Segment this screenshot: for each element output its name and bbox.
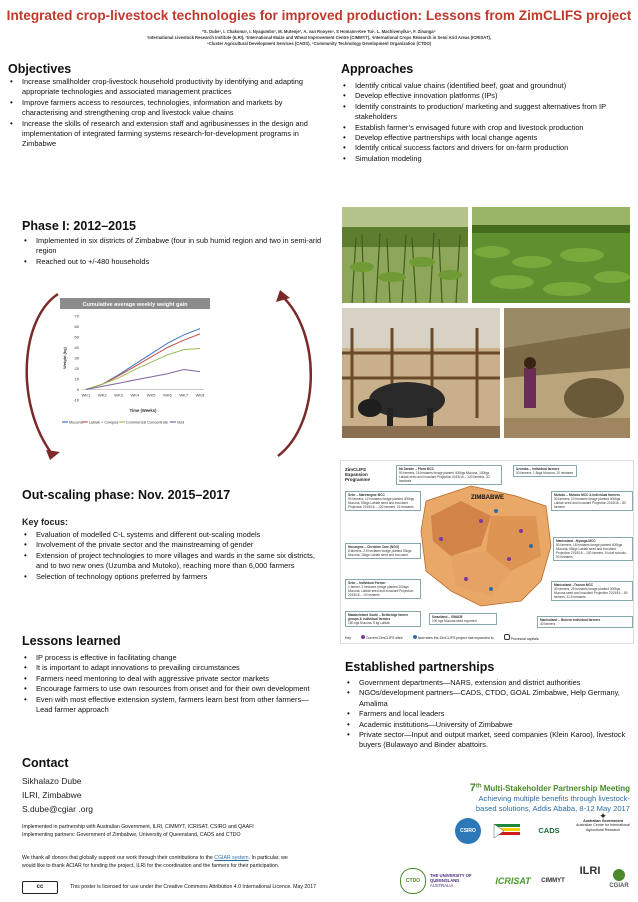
cgiar-text: CGIAR [609,883,629,889]
implemented-line: Implemented in partnership with Australian Government, ILRI, CIMMYT, ICRISAT, CSIRO and QAAFI [22,824,254,830]
x-tick-label: WK1 [81,392,91,398]
thanks-line-2: would like to thank ACIAR for funding the project, ILRI for the coordination and the farmers for their participation. [22,863,280,869]
cgiar-system-link[interactable]: CGIAR system [214,855,249,861]
map-label-uzumba [513,465,577,477]
contact-heading: Contact [22,756,69,770]
y-axis-label: Weight (kg) [62,347,67,369]
list-item: • Private sector—Input and output market, seed companies (Klein Karoo), livestock buyers (Bulawayo and Binder abattoirs. [345,730,631,751]
meeting-subtitle-1: Achieving multiple benefits through livestock- [478,794,630,803]
map-label-body: 40 farmers, 25 hectares forage planted 400kgs Mucuna seed and inoculant Projection 2015/16 – 80 farmers, 11.5 hectares [554,587,628,599]
cattle-shed-photo [342,308,500,438]
contact-email[interactable]: S.dube@cgiar .org [22,804,94,814]
chart-svg [60,298,210,428]
x-tick-label: WK8 [195,392,205,398]
list-item: • Encourage farmers to use own resources from onset and for their own development [22,684,322,694]
map-label-beitbridge [345,611,421,627]
partnerships-heading: Established partnerships [345,660,495,674]
map-label-title: Matabeleland South – Beitbridge farmer groups & individual farmers [348,613,409,621]
map-label-body: 90 farmers, 12 hectares forage planted 400kgs Mucuna, 50kgs Lablab seed and inoculant Projection 2015/16 – 120 farmers, 15 hectares [348,497,415,509]
map-label-title: Manicaland –Nyanga MCC [556,539,596,543]
list-item: • Implemented in six districts of Zimbabwe (four in sub humid region and two in semi-arid region [22,236,322,257]
list-item: • Academic institutions—University of Zimbabwe [345,720,631,730]
legend-label: Veld [176,420,185,425]
map-label-title: Manicaland –Tsonzo MCC [554,583,594,587]
list-item: • Increase smallholder crop-livestock household productivity by identifying and adapting appropriate technologies and associated management practices [8,77,320,98]
thanks-post: . In particular, we [248,855,288,861]
map-label-buhera [537,616,633,628]
aciar-text: Australian Centre for International Agricultural Research [576,823,630,832]
affiliations-line-1: ¹International Livestock Research Institute (ILRI), ²International Maize and Wheat Improvement Centre (CIMMYT), ³International Crops Research in Semi Arid Areas (ICRISAT), [146,35,492,41]
poster-title: Integrated crop-livestock technologies for improved production: Lessons from ZimCLIFS project [6,8,632,23]
list-item: • IP process is effective in facilitating change [22,653,322,663]
ctdo-logo: CTDO [400,868,426,894]
legend-label: Commercial Concentrate [125,420,168,425]
list-item: • Reached out to +/-480 households [22,257,322,267]
aus-gov-text: Australian Government [583,818,623,823]
cimmyt-logo: CIMMYT [541,878,565,884]
map-key-current-text: Current ZimCLIFS sites [366,636,403,640]
groundnut-field-photo [472,207,630,303]
author-block [20,29,618,48]
map-label-body: 8 farmers, 2.5 hectares forage planted 50kgs Mucuna, 10kgs Lablab seed and inoculant [348,549,412,557]
list-item: • Selection of technology options preferred by farmers [22,572,320,582]
meeting-number-suffix: th [475,783,482,790]
chart-title: Cumulative average weekly weight gain [82,302,188,308]
map-label-mt-darwin [396,465,502,485]
x-tick-label: WK2 [97,392,107,398]
objectives-list [8,77,320,150]
map-label-hurungwe [345,543,421,559]
meeting-block [380,782,630,813]
uq-text: THE UNIVERSITY OF QUEENSLAND [430,873,472,883]
map-label-body: 50 farmers, 18 hectares forage planted 400kgs Mucuna, 50kgs Lablab seed and inoculant Projection 2015/16 – 100 farmers, 5 local schools, 90 hectares [556,543,627,559]
x-tick-label: WK4 [130,392,140,398]
map-key [345,634,629,641]
cgiar-logo [606,866,632,892]
y-tick-label: 20 [74,366,79,372]
map-key-new [413,635,494,640]
scaling-list [22,530,320,582]
list-item: • It is important to adapt innovations to prevailing circumstances [22,663,322,673]
y-tick-label: 60 [74,324,79,330]
map-country-label: ZIMBABWE [471,495,504,501]
list-item: • Involvement of the private sector and the mainstreaming of gender [22,540,320,550]
meeting-subtitle-2: based solutions, Addis Ababa, 8-12 May 2017 [475,803,630,813]
x-tick-label: WK5 [146,392,156,398]
y-tick-label: 30 [74,355,79,361]
y-tick-label: -10 [73,397,79,403]
ilri-logo: ILRI [579,865,601,877]
map-label-title: Swaziland – SWADE [432,615,463,619]
approaches-list [341,81,631,164]
australian-government-logo: ✦ Australian Government Australian Centre for International Agricultural Research [576,811,630,832]
icrisat-logo: ICRISAT [495,876,531,886]
list-item: • Develop effective innovation platforms (IPs) [341,91,631,101]
farmer-with-fodder-photo [504,308,630,438]
weight-gain-chart [60,298,210,428]
implementing-partners-line: Implementing partners: Government of Zimbabwe, University of Queensland, CADS and CTDO [22,832,241,838]
left-arrow-path [27,294,58,454]
meeting-title-line [380,782,630,794]
x-tick-label: WK7 [179,392,189,398]
thanks-line-1 [22,854,362,862]
legend-label: Lablab + Cowpea [88,420,119,425]
right-arrowhead [276,290,290,302]
lessons-heading: Lessons learned [22,634,121,648]
series-line [86,329,200,390]
y-tick-label: 70 [74,313,79,319]
cads-logo: CADS [538,825,560,835]
map-label-title: Mt Darwin – Pfura MCC [399,467,435,471]
series-line [86,334,200,390]
list-item: • Simulation modeling [341,154,631,164]
left-arrowhead [46,450,60,460]
list-item: • NGOs/development partners—CADS, CTDO, GOAL Zimbabwe, Help Germany, Amalima [345,688,631,709]
y-tick-label: 0 [76,387,79,393]
implemented-text [22,823,342,839]
list-item: • Even with most effective extension system, farmers learn best from other farmers—Lead farmer approach [22,695,322,716]
uq-sub-text: AUSTRALIA [430,883,454,888]
map-label-body: 1 farmer, 3 hectares forage planted 100kgs Mucuna, Lablab seed and inoculant Projection 2015/16 – 10 hectares [348,585,414,597]
map-label-body: 100 kgs Mucuna seed exported [432,619,477,623]
map-label-title: Hurungwe – Christian Care (NGO) [348,545,400,549]
cgiar-leaf-icon [613,869,625,881]
list-item: • Government departments—NARS, extension and district authorities [345,678,631,688]
list-item: • Extension of project technologies to more villages and wards in the same six districts, and to two new ones (Uzumba and Mutoko), reaching more than 6,000 farmers [22,551,320,572]
list-item: • Establish farmer’s envisaged future with crop and livestock production [341,123,631,133]
phase1-list [22,236,322,267]
map-title: ZimCLIFS Expansion Programme [345,467,371,482]
map-label-body: 50 farmers, 10 hectares forage planted 400kgs Lablab seed and inoculant Projection 2015/16 – 80 farmers [554,497,626,509]
list-item: • Identify critical success factors and drivers for on-farm production [341,143,631,153]
map-label-body: 50 farmers, 1.5kgs Mucuna, 10 hectares [516,471,574,475]
map-label-title: Uzumba – Individual farmers [516,467,560,471]
authors: *S. Dube¹, I. Chakoma¹, I. Nyagumbo², M. Mutenje², A. van Rooyen³, S Homann-Kee Tui³, L. Machivenyika⁴, F. Zinanga⁵ [202,29,436,34]
map-label-body: 40 farmers [540,622,556,626]
legend-label: Mucuna [69,420,83,425]
list-item: • Farmers need mentoring to deal with aggressive private sector markets [22,674,322,684]
zimbabwe-coat-of-arms-logo [492,822,522,840]
map-label-mutoko [551,491,633,511]
list-item: • Evaluation of modelled C-L systems and different out-scaling models [22,530,320,540]
csiro-logo: CSIRO [455,818,481,844]
map-key-label: Key [345,635,352,640]
list-item: • Identify constraints to production/ marketing and suggest alternatives from IP stakeholders [341,102,631,123]
list-item: • Farmers and local leaders [345,709,631,719]
y-tick-label: 50 [74,334,79,340]
approaches-heading: Approaches [341,62,414,76]
contact-org: ILRI, Zimbabwe [22,790,82,800]
thanks-text [22,854,362,870]
map-label-seke-marirangwe [345,491,421,511]
contact-block [22,774,93,816]
maize-field-photo [342,207,468,303]
license-text: This poster is licensed for use under the Creative Commons Attribution 4.0 International Licence. May 2017 [70,884,316,890]
scaling-heading: Out-scaling phase: Nov. 2015–2017 [22,488,231,502]
y-tick-label: 40 [74,345,79,351]
objectives-heading: Objectives [8,62,72,76]
map-label-title: Mutoko – Mutoko MCC & Individual farmers [554,493,620,497]
meeting-number: 7 [469,782,476,794]
map-key-new-text: New sites the ZimCLIFS project has expanded to [417,636,494,640]
lessons-list [22,653,322,715]
map-label-seke-individual [345,579,421,599]
series-line [86,370,200,390]
map-label-title: Manicaland – Buhera individual farmers [540,618,601,622]
affiliations-line-2: ⁴Cluster Agricultural Development Services (CADS), ⁵Community Technology Development Organization (CTDO) [206,41,432,47]
list-item: • Increase the skills of research and extension staff and agribusinesses in the design and implementation of integrated farming systems research-for-development programs in Zimbabwe [8,119,320,150]
map-key-capitals [504,634,539,641]
y-tick-label: 10 [74,376,79,382]
expansion-map [340,460,634,644]
partnerships-list [345,678,631,751]
key-focus-label: Key focus: [22,517,69,527]
map-key-current [361,635,403,640]
list-item: • Develop effective partnerships with local change agents [341,133,631,143]
map-label-title: Seke – Marirangwe MCC [348,493,385,497]
phase1-heading: Phase I: 2012–2015 [22,219,136,233]
map-label-body: 150 kgs Mucuna, 5 kg Lablab [348,621,390,625]
x-tick-label: WK6 [163,392,172,398]
cc-license-badge: cc [22,881,58,894]
right-arrow-path [278,296,311,456]
contact-name: Sikhalazo Dube [22,776,82,786]
map-label-title: Seke – Individual Farmer [348,581,386,585]
uq-logo [430,873,482,891]
map-key-capitals-text: Provincial capitals [510,637,539,641]
x-tick-label: WK3 [114,392,123,398]
map-label-nyanga [553,537,633,561]
map-label-tsonzo [551,581,633,601]
map-label-swaziland [429,613,497,625]
list-item: • Improve farmers access to resources, technologies, information and markets by characterising and strengthening crop and livestock value chains [8,98,320,119]
x-axis-label: Time (Weeks) [129,408,157,413]
list-item: • Identify critical value chains (identified beef, goat and groundnut) [341,81,631,91]
map-label-body: 90 farmers, 16 hectares forage planted 400kgs Mucuna, 100kgs Lablab seed and inoculant Projection 2015/16 – 120 farmers, 30 hectares [399,471,490,483]
meeting-title: Multi-Stakeholder Partnership Meeting [483,784,630,793]
thanks-pre: We thank all donors that globally support our work through their contributions to the [22,855,215,861]
